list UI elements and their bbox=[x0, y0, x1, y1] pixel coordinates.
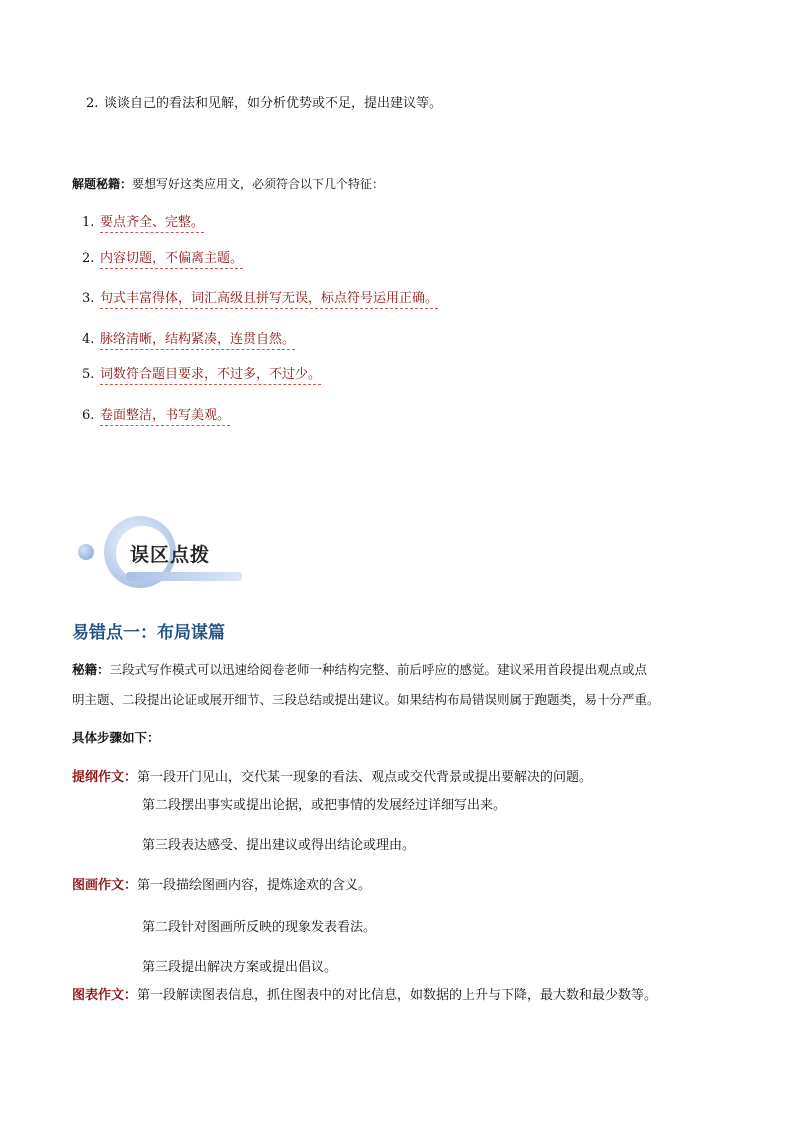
feature-number: 6. bbox=[82, 408, 95, 423]
type-picture-label: 图画作文： bbox=[72, 878, 138, 893]
feature-text: 内容切题，不偏离主题。 bbox=[100, 251, 243, 269]
feature-item-2 bbox=[82, 251, 243, 267]
feature-item-3 bbox=[82, 291, 438, 307]
feature-number: 5. bbox=[82, 367, 95, 382]
feature-text: 脉络清晰，结构紧凑，连贯自然。 bbox=[100, 332, 295, 350]
section-secret-text-1: 三段式写作模式可以迅速给阅卷老师一种结构完整、前后呼应的感觉。建议采用首段提出观点或点 bbox=[109, 662, 648, 677]
solving-secret-label: 解题秘籍： bbox=[72, 177, 133, 191]
section-banner bbox=[78, 514, 248, 594]
type-line: 第一段描绘图画内容，提炼途欢的含义。 bbox=[137, 878, 372, 893]
intro-item bbox=[86, 96, 442, 112]
type-outline-line-2: 第二段摆出事实或提出论据，或把事情的发展经过详细写出来。 bbox=[142, 798, 507, 813]
feature-text: 要点齐全、完整。 bbox=[100, 215, 204, 233]
feature-number: 4. bbox=[82, 332, 95, 347]
type-line: 第一段开门见山，交代某一现象的看法、观点或交代背景或提出要解决的问题。 bbox=[137, 770, 593, 785]
type-line: 第一段解读图表信息，抓住图表中的对比信息，如数据的上升与下降，最大数和最少数等。 bbox=[137, 988, 658, 1003]
intro-item-text: 谈谈自己的看法和见解，如分析优势或不足，提出建议等。 bbox=[104, 96, 443, 111]
type-picture-line-3: 第三段提出解决方案或提出倡议。 bbox=[142, 960, 338, 975]
section-heading: 易错点一：布局谋篇 bbox=[72, 623, 225, 643]
type-outline-line-3: 第三段表达感受、提出建议或得出结论或理由。 bbox=[142, 838, 416, 853]
section-secret-line-2 bbox=[72, 692, 660, 708]
intro-item-number: 2. bbox=[86, 96, 99, 111]
feature-text: 句式丰富得体，词汇高级且拼写无误，标点符号运用正确。 bbox=[100, 291, 438, 309]
banner-title: 误区点拨 bbox=[130, 544, 211, 566]
feature-item-5 bbox=[82, 367, 321, 383]
type-outline-line-1 bbox=[72, 770, 592, 786]
section-secret-line-1 bbox=[72, 662, 647, 678]
type-picture-line-1 bbox=[72, 878, 371, 894]
feature-number: 3. bbox=[82, 291, 95, 306]
section-secret-text-2: 明主题、二段提出论证或展开细节、三段总结或提出建议。如果结构布局错误则属于跑题类，易十分严重。 bbox=[72, 692, 660, 707]
solving-secret bbox=[72, 176, 384, 192]
section-secret-label: 秘籍： bbox=[72, 662, 110, 677]
feature-number: 2. bbox=[82, 251, 95, 266]
feature-number: 1. bbox=[82, 215, 95, 230]
type-picture-line-2: 第二段针对图画所反映的现象发表看法。 bbox=[142, 920, 377, 935]
feature-text: 卷面整洁，书写美观。 bbox=[100, 408, 230, 426]
feature-text: 词数符合题目要求，不过多，不过少。 bbox=[100, 367, 321, 385]
type-chart-line-1 bbox=[72, 988, 657, 1004]
feature-item-6 bbox=[82, 408, 230, 424]
banner-underline bbox=[126, 572, 242, 581]
feature-item-1 bbox=[82, 215, 204, 231]
type-chart-label: 图表作文： bbox=[72, 988, 138, 1003]
type-outline-label: 提纲作文： bbox=[72, 770, 138, 785]
solving-secret-text: 要想写好这类应用文，必须符合以下几个特征： bbox=[132, 177, 385, 191]
feature-item-4 bbox=[82, 332, 295, 348]
banner-dot-icon bbox=[78, 544, 94, 560]
steps-label: 具体步骤如下： bbox=[72, 730, 160, 745]
